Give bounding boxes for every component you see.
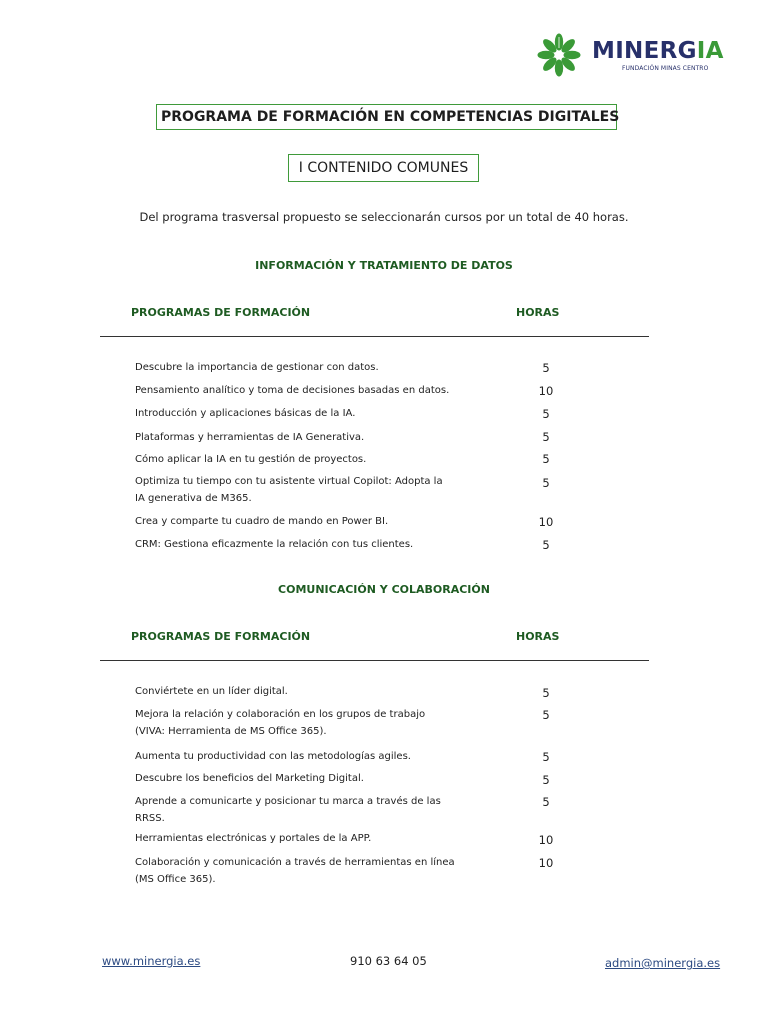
email-link[interactable]: admin@minergia.es: [605, 956, 721, 970]
column-header-program: PROGRAMAS DE FORMACIÓN: [131, 630, 311, 643]
table-row-hours: 5: [542, 795, 550, 809]
column-header-program: PROGRAMAS DE FORMACIÓN: [131, 306, 311, 319]
table-row-program: Conviértete en un líder digital.: [135, 686, 288, 697]
table-row-program: Mejora la relación y colaboración en los grupos de trabajo (VIVA: Herramienta de MS Office 365).: [135, 709, 426, 737]
logo-wordmark: MINERGIA: [592, 38, 724, 64]
section-title: COMUNICACIÓN Y COLABORACIÓN: [278, 583, 490, 596]
table-row-program: Cómo aplicar la IA en tu gestión de proyectos.: [135, 454, 367, 465]
table-row-hours: 5: [542, 686, 550, 700]
table-row-hours: 5: [542, 750, 550, 764]
table-row-hours: 10: [538, 515, 554, 529]
table-row-hours: 10: [538, 833, 554, 847]
website-link[interactable]: www.minergia.es: [102, 954, 201, 968]
table-row-hours: 5: [542, 361, 550, 375]
column-header-hours: HORAS: [516, 630, 560, 643]
document-subtitle: I CONTENIDO COMUNES: [288, 154, 479, 182]
table-row-hours: 5: [542, 773, 550, 787]
column-header-hours: HORAS: [516, 306, 560, 319]
table-row-program: Introducción y aplicaciones básicas de la IA.: [135, 408, 356, 419]
table-row-program: Descubre los beneficios del Marketing Digital.: [135, 773, 364, 784]
logo-tagline: FUNDACIÓN MINAS CENTRO: [622, 65, 709, 72]
table-row-hours: 5: [542, 476, 550, 490]
table-row-hours: 5: [542, 430, 550, 444]
table-row-program: Crea y comparte tu cuadro de mando en Power BI.: [135, 516, 389, 527]
table-row-program: Plataformas y herramientas de IA Generativa.: [135, 432, 365, 443]
document-title: PROGRAMA DE FORMACIÓN EN COMPETENCIAS DIGITALES: [156, 104, 617, 130]
table-row-program: Herramientas electrónicas y portales de la APP.: [135, 833, 372, 844]
table-row-program: Aumenta tu productividad con las metodologías agiles.: [135, 751, 411, 762]
table-row-hours: 5: [542, 452, 550, 466]
minergia-logo: [536, 32, 726, 78]
table-row-program: Descubre la importancia de gestionar con datos.: [135, 362, 379, 373]
phone-number: 910 63 64 05: [350, 954, 427, 968]
table-row-program: Colaboración y comunicación a través de herramientas en línea (MS Office 365).: [135, 857, 455, 885]
table-row-program: Aprende a comunicarte y posicionar tu marca a través de las RRSS.: [135, 796, 441, 824]
table-row-hours: 10: [538, 856, 554, 870]
table-row-program: Optimiza tu tiempo con tu asistente virtual Copilot: Adopta la IA generativa de M365.: [135, 476, 443, 504]
table-row-hours: 5: [542, 407, 550, 421]
intro-text: Del programa trasversal propuesto se seleccionarán cursos por un total de 40 horas.: [139, 210, 629, 224]
table-row-hours: 10: [538, 384, 554, 398]
leaf-flower-icon: [536, 32, 582, 78]
table-row-hours: 5: [542, 538, 550, 552]
section-title: INFORMACIÓN Y TRATAMIENTO DE DATOS: [255, 259, 513, 272]
table-row-program: Pensamiento analítico y toma de decisiones basadas en datos.: [135, 385, 450, 396]
table-divider: [100, 336, 649, 337]
table-row-hours: 5: [542, 708, 550, 722]
table-row-program: CRM: Gestiona eficazmente la relación con tus clientes.: [135, 539, 414, 550]
table-divider: [100, 660, 649, 661]
